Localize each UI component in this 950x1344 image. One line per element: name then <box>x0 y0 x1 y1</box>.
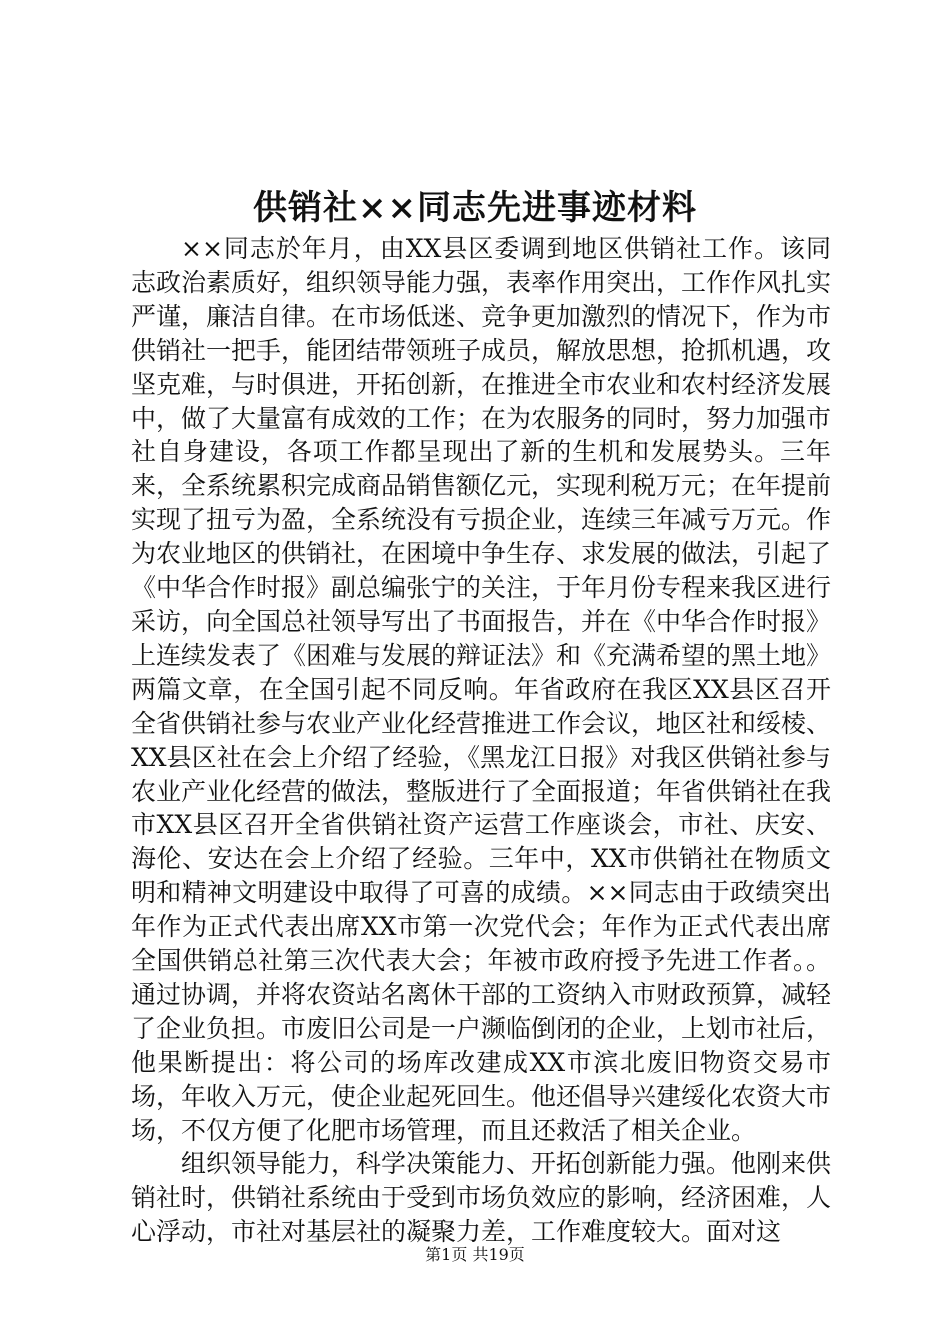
document-title: 供销社××同志先进事迹材料 <box>253 188 697 228</box>
paragraph-2: 组织领导能力，科学决策能力、开拓创新能力强。他刚来供销社时，供销社系统由于受到市场负效应的影响，经济困难，人心浮动，市社对基层社的凝聚力差，工作难度较大。面对这 <box>131 1149 832 1247</box>
page-number: 第1页 共19页 <box>425 1245 525 1264</box>
document-body <box>131 232 831 1249</box>
paragraph-1: ××同志於年月，由XX县区委调到地区供销社工作。该同志政治素质好，组织领导能力强，表率作用突出，工作作风扎实严谨，廉洁自律。在市场低迷、竞争更加激烈的情况下，作为市供销社一把手，能团结带领班子成员，解放思想，抢抓机遇，攻坚克难，与时俱进，开拓创新，在推进全市农业和农村经济发展中，做了大量富有成效的工作；在为农服务的同时，努力加强市社自身建设，各项工作都呈现出了新的生机和发展势头。三年来，全系统累积完成商品销售额亿元，实现利税万元；在年提前实现了扭亏为盈，全系统没有亏损企业，连续三年减亏万元。作为农业地区的供销社，在困境中争生存、求发展的做法，引起了《中华合作时报》副总编张宁的关注，于年月份专程来我区进行采访，向全国总社领导写出了书面报告，并在《中华合作时报》上连续发表了《困难与发展的辩证法》和《充满希望的黑土地》两篇文章，在全国引起不同反响。年省政府在我区XX县区召开全省供销社参与农业产业化经营推进工作会议，地区社和绥棱、XX县区社在会上介绍了经验，《黑龙江日报》对我区供销社参与农业产业化经营的做法，整版进行了全面报道；年省供销社在我市XX县区召开全省供销社资产运营工作座谈会，市社、庆安、海伦、安达在会上介绍了经验。三年中，XX市供销社在物质文明和精神文明建设中取得了可喜的成绩。××同志由于政绩突出年作为正式代表出席XX市第一次党代会；年作为正式代表出席全国供销总社第三次代表大会；年被市政府授予先进工作者。。通过协调，并将农资站名离休干部的工资纳入市财政预算，减轻了企业负担。市废旧公司是一户濒临倒闭的企业，上划市社后，他果断提出：将公司的场库改建成XX市滨北废旧物资交易市场，年收入万元，使企业起死回生。他还倡导兴建绥化农资大市场，不仅方便了化肥市场管理，而且还救活了相关企业。 <box>131 234 832 1145</box>
